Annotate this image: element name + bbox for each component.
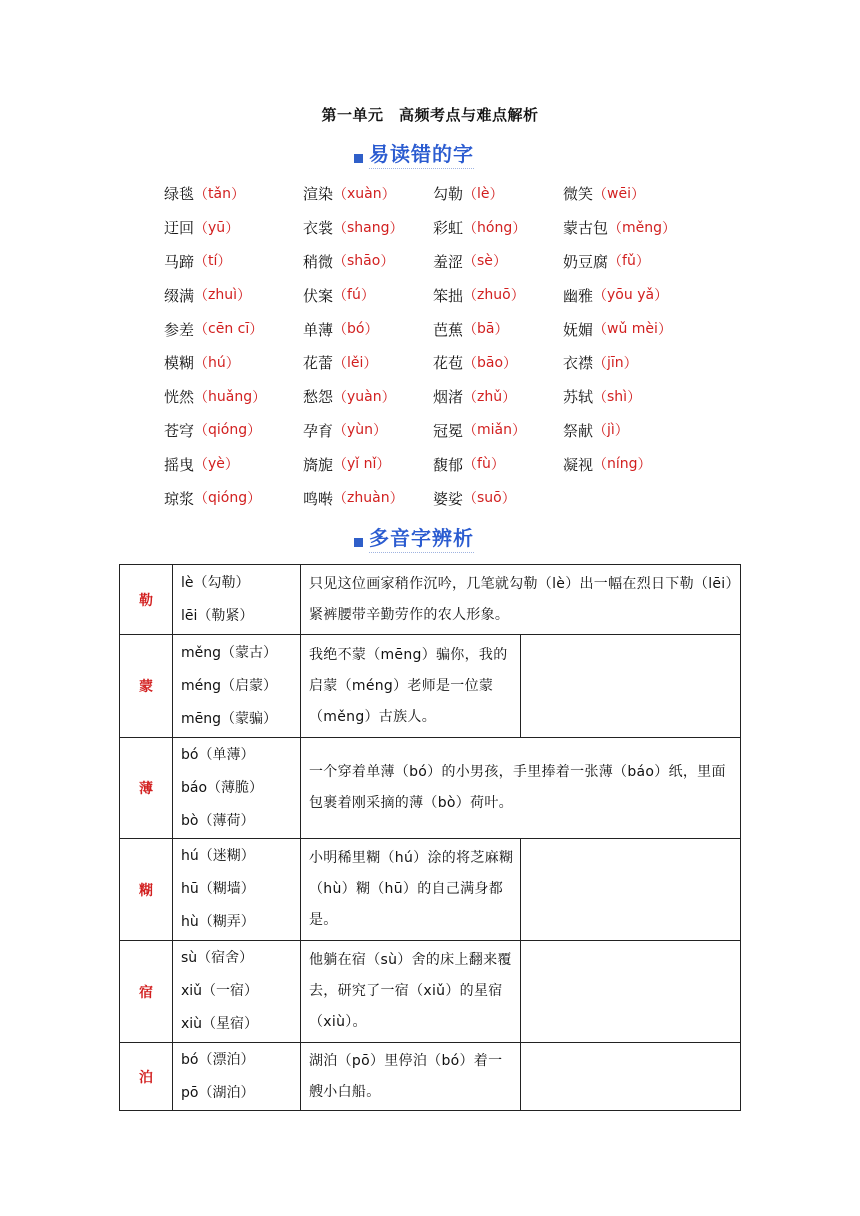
word-text: 渲染: [303, 185, 334, 204]
word-text: 馥郁: [433, 455, 464, 474]
paren-close: ）: [654, 288, 669, 305]
paren-close: ）: [490, 457, 505, 474]
word-pinyin: shang: [347, 219, 390, 236]
paren-close: ）: [363, 355, 378, 372]
word-text: 参差: [164, 320, 195, 339]
word-pinyin: sè: [477, 253, 493, 270]
paren-open: （: [463, 491, 478, 508]
paren-open: （: [333, 220, 348, 237]
word-row: [164, 211, 724, 245]
word-item: [433, 454, 563, 475]
example-sentence: 他躺在宿（sù）舍的床上翻来覆去，研究了一宿（xiǔ）的星宿（xiù）。: [301, 941, 521, 1043]
paren-open: （: [194, 220, 209, 237]
word-text: 微笑: [563, 185, 594, 204]
paren-close: ）: [364, 322, 379, 339]
empty-cell: [521, 941, 741, 1043]
example-sentence: 湖泊（pō）里停泊（bó）着一艘小白船。: [301, 1043, 521, 1111]
word-pinyin: yè: [208, 456, 225, 473]
polyphone-readings: [173, 565, 301, 635]
paren-open: （: [608, 220, 623, 237]
paren-close: ）: [630, 186, 645, 203]
paren-close: ）: [217, 254, 232, 271]
word-pinyin: cēn cī: [208, 321, 250, 338]
word-text: 花蕾: [303, 354, 334, 373]
polyphone-row: [120, 941, 741, 1043]
word-text: 苍穹: [164, 421, 195, 440]
word-pinyin: yōu yǎ: [607, 287, 655, 304]
word-text: 羞涩: [433, 252, 464, 271]
word-pinyin: hú: [208, 354, 226, 371]
word-pinyin: miǎn: [477, 422, 512, 439]
paren-open: （: [333, 423, 348, 440]
paren-close: ）: [389, 491, 404, 508]
word-item: [433, 420, 563, 441]
paren-close: ）: [373, 423, 388, 440]
example-sentence: 只见这位画家稍作沉吟，几笔就勾勒（lè）出一幅在烈日下勒（lēi）紧裤腰带辛勤劳作的农人形象。: [301, 565, 741, 635]
word-item: [303, 217, 433, 238]
polyphone-readings: [173, 635, 301, 738]
polyphone-row: [120, 738, 741, 839]
reading-line: xiǔ（一宿）: [181, 983, 259, 999]
polyphone-char: 薄: [120, 738, 173, 839]
word-item: [433, 488, 563, 509]
reading-line: mēng（蒙骗）: [181, 710, 278, 727]
empty-cell: [521, 1043, 741, 1111]
reading-line: sù（宿舍）: [181, 950, 254, 966]
word-item: [303, 488, 433, 509]
word-pinyin: qióng: [208, 490, 248, 507]
word-item: [433, 352, 563, 373]
paren-close: ）: [512, 220, 527, 237]
paren-close: ）: [230, 186, 245, 203]
paren-close: ）: [492, 254, 507, 271]
paren-open: （: [333, 288, 348, 305]
paren-close: ）: [237, 288, 251, 305]
example-sentence: 一个穿着单薄（bó）的小男孩，手里捧着一张薄（báo）纸，里面包裹着刚采摘的薄（bò）荷叶。: [301, 738, 741, 839]
example-sentence: 小明稀里糊（hú）涂的将芝麻糊（hù）糊（hū）的自己满身都是。: [301, 839, 521, 941]
word-pinyin: shì: [607, 388, 628, 405]
word-text: 芭蕉: [433, 320, 464, 339]
paren-open: （: [194, 254, 209, 271]
reading-line: hù（糊弄）: [181, 914, 255, 930]
paren-close: ）: [360, 288, 375, 305]
word-item: [164, 251, 303, 272]
paren-open: （: [608, 254, 623, 271]
polyphone-row: [120, 1043, 741, 1111]
word-item: [433, 217, 563, 238]
word-row: [164, 346, 724, 380]
word-item: [433, 251, 563, 272]
word-text: 愁怨: [303, 388, 334, 407]
word-row: [164, 312, 724, 346]
reading-line: bò（薄荷）: [181, 812, 255, 829]
word-text: 摇曳: [164, 455, 195, 474]
word-pinyin: qióng: [208, 422, 248, 439]
paren-open: （: [333, 355, 348, 372]
word-item: [563, 285, 724, 306]
word-pinyin: fǔ: [622, 253, 636, 270]
paren-close: ）: [657, 322, 672, 339]
word-pinyin: yùn: [347, 422, 374, 439]
paren-close: ）: [247, 423, 262, 440]
reading-line: bó（漂泊）: [181, 1051, 255, 1068]
word-text: 旖旎: [303, 455, 334, 474]
word-pinyin: bó: [347, 321, 365, 338]
word-item: [164, 217, 303, 238]
word-text: 烟渚: [433, 388, 464, 407]
empty-cell: [521, 635, 741, 738]
paren-close: ）: [381, 186, 396, 203]
word-text: 妩媚: [563, 320, 594, 339]
polyphone-char: 糊: [120, 839, 173, 941]
paren-open: （: [463, 389, 478, 406]
word-pinyin: zhuō: [477, 287, 511, 304]
paren-open: （: [593, 186, 608, 203]
word-text: 琼浆: [164, 489, 195, 508]
polyphone-row: [120, 839, 741, 941]
word-pinyin: níng: [607, 456, 638, 473]
word-item: [303, 251, 433, 272]
paren-open: （: [463, 457, 478, 474]
word-item: [563, 217, 724, 238]
word-pinyin: zhuì: [208, 287, 237, 304]
paren-close: ）: [225, 355, 240, 372]
paren-close: ）: [247, 491, 262, 508]
section-heading-polyphones: [354, 522, 474, 552]
word-item: [303, 454, 433, 475]
word-text: 凝视: [563, 455, 594, 474]
word-row: [164, 245, 724, 279]
paren-open: （: [194, 186, 209, 203]
word-item: [563, 319, 724, 340]
word-item: [303, 420, 433, 441]
word-item: [433, 319, 563, 340]
word-pinyin: lè: [477, 185, 490, 202]
section-heading-misread: [354, 138, 474, 168]
word-pinyin: fù: [477, 456, 491, 473]
word-text: 花苞: [433, 354, 464, 373]
word-text: 苏轼: [563, 388, 594, 407]
paren-open: （: [333, 457, 348, 474]
paren-close: ）: [389, 220, 404, 237]
word-text: 祭献: [563, 421, 594, 440]
word-text: 恍然: [164, 388, 195, 407]
paren-open: （: [333, 186, 348, 203]
paren-close: ）: [489, 186, 504, 203]
paren-open: （: [463, 254, 478, 271]
word-item: [433, 285, 563, 306]
word-text: 蒙古包: [563, 219, 609, 238]
word-row: [164, 278, 724, 312]
word-item: [164, 420, 303, 441]
word-pinyin: wēi: [607, 185, 631, 202]
misread-word-grid: [164, 177, 724, 515]
word-text: 迂回: [164, 219, 195, 238]
word-pinyin: suō: [477, 490, 502, 507]
word-row: [164, 380, 724, 414]
paren-close: ）: [637, 457, 652, 474]
word-item: [563, 183, 724, 204]
word-pinyin: zhuàn: [347, 490, 390, 507]
polyphone-readings: [173, 738, 301, 839]
word-item: [164, 386, 303, 407]
word-pinyin: zhǔ: [477, 388, 503, 405]
word-text: 伏案: [303, 286, 334, 305]
paren-open: （: [333, 322, 348, 339]
word-item: [164, 454, 303, 475]
word-item: [164, 488, 303, 509]
word-text: 孕育: [303, 421, 334, 440]
reading-line: xiù（星宿）: [181, 1016, 259, 1032]
word-text: 笨拙: [433, 286, 464, 305]
word-text: 奶豆腐: [563, 252, 609, 271]
word-text: 单薄: [303, 320, 334, 339]
word-pinyin: jīn: [607, 354, 624, 371]
word-pinyin: yǐ nǐ: [347, 456, 377, 473]
paren-close: ）: [376, 457, 391, 474]
paren-close: ）: [662, 220, 677, 237]
page-title: 第一单元 高频考点与难点解析: [321, 106, 539, 124]
polyphone-readings: [173, 941, 301, 1043]
word-item: [303, 386, 433, 407]
paren-close: ）: [503, 355, 518, 372]
paren-open: （: [333, 491, 348, 508]
paren-close: ）: [502, 389, 517, 406]
paren-open: （: [194, 322, 209, 339]
reading-line: lè（勾勒）: [181, 574, 250, 591]
word-pinyin: xuàn: [347, 185, 382, 202]
reading-line: hú（迷糊）: [181, 848, 255, 864]
word-item: [433, 386, 563, 407]
reading-line: lēi（勒紧）: [181, 607, 254, 624]
word-pinyin: tǎn: [208, 185, 231, 202]
paren-open: （: [333, 389, 348, 406]
paren-open: （: [593, 389, 608, 406]
paren-open: （: [593, 457, 608, 474]
word-item: [164, 319, 303, 340]
paren-close: ）: [380, 254, 395, 271]
word-pinyin: bā: [477, 321, 495, 338]
paren-close: ）: [510, 288, 525, 305]
word-pinyin: bāo: [477, 354, 504, 371]
paren-open: （: [194, 423, 209, 440]
word-text: 鸣啭: [303, 489, 334, 508]
word-item: [563, 352, 724, 373]
word-item: [164, 285, 303, 306]
square-bullet-icon: [354, 538, 363, 547]
word-pinyin: jì: [607, 422, 615, 439]
section-heading-text: 多音字辨析: [369, 522, 474, 553]
word-text: 模糊: [164, 354, 195, 373]
word-text: 幽雅: [563, 286, 594, 305]
polyphone-row: [120, 565, 741, 635]
paren-close: ）: [627, 389, 642, 406]
word-pinyin: hóng: [477, 219, 513, 236]
empty-cell: [521, 839, 741, 941]
word-text: 婆娑: [433, 489, 464, 508]
polyphone-readings: [173, 1043, 301, 1111]
paren-close: ）: [494, 322, 509, 339]
word-text: 稍微: [303, 252, 334, 271]
paren-open: （: [194, 491, 209, 508]
paren-open: （: [194, 389, 209, 406]
paren-open: （: [593, 288, 608, 305]
paren-open: （: [463, 355, 478, 372]
paren-close: ）: [501, 491, 516, 508]
polyphone-table: [119, 564, 741, 1111]
reading-line: hū（糊墙）: [181, 881, 255, 897]
word-pinyin: huǎng: [208, 388, 253, 405]
word-text: 缀满: [164, 286, 195, 305]
word-item: [303, 319, 433, 340]
word-item: [164, 183, 303, 204]
word-item: [303, 183, 433, 204]
word-row: [164, 481, 724, 515]
word-item: [563, 454, 724, 475]
word-text: 衣裳: [303, 219, 334, 238]
section-heading-text: 易读错的字: [369, 138, 474, 169]
word-pinyin: fú: [347, 287, 361, 304]
paren-close: ）: [512, 423, 526, 440]
word-item: [303, 285, 433, 306]
polyphone-row: [120, 635, 741, 738]
polyphone-char: 泊: [120, 1043, 173, 1111]
word-text: 绿毯: [164, 185, 195, 204]
word-row: [164, 447, 724, 481]
word-item: [164, 352, 303, 373]
paren-open: （: [463, 220, 478, 237]
paren-open: （: [463, 288, 478, 305]
paren-close: ）: [252, 389, 267, 406]
paren-close: ）: [224, 457, 239, 474]
polyphone-readings: [173, 839, 301, 941]
word-item: [563, 251, 724, 272]
paren-open: （: [593, 355, 608, 372]
word-row: [164, 177, 724, 211]
word-item: [303, 352, 433, 373]
paren-open: （: [194, 457, 209, 474]
reading-line: bó（单薄）: [181, 746, 255, 763]
word-text: 冠冕: [433, 421, 464, 440]
paren-open: （: [463, 322, 478, 339]
paren-close: ）: [225, 220, 240, 237]
word-pinyin: yū: [208, 219, 226, 236]
polyphone-char: 蒙: [120, 635, 173, 738]
square-bullet-icon: [354, 154, 363, 163]
paren-close: ）: [614, 423, 629, 440]
word-item: [563, 386, 724, 407]
reading-line: méng（启蒙）: [181, 677, 278, 694]
paren-open: （: [593, 423, 608, 440]
word-item: [563, 420, 724, 441]
paren-open: （: [194, 288, 209, 305]
word-item: [433, 183, 563, 204]
paren-open: （: [463, 186, 478, 203]
word-pinyin: wǔ mèi: [607, 321, 658, 338]
word-pinyin: měng: [622, 219, 663, 236]
paren-close: ）: [381, 389, 396, 406]
paren-open: （: [194, 355, 209, 372]
word-text: 马蹄: [164, 252, 195, 271]
example-sentence: 我绝不蒙（mēng）骗你，我的启蒙（méng）老师是一位蒙（měng）古族人。: [301, 635, 521, 738]
word-text: 勾勒: [433, 185, 464, 204]
paren-open: （: [463, 423, 478, 440]
reading-line: měng（蒙古）: [181, 644, 278, 661]
word-pinyin: yuàn: [347, 388, 382, 405]
polyphone-char: 勒: [120, 565, 173, 635]
paren-close: ）: [249, 322, 264, 339]
reading-line: báo（薄脆）: [181, 779, 264, 796]
word-pinyin: tí: [208, 253, 218, 270]
paren-close: ）: [623, 355, 638, 372]
paren-open: （: [333, 254, 348, 271]
word-pinyin: lěi: [347, 354, 364, 371]
paren-close: ）: [635, 254, 650, 271]
reading-line: pō（湖泊）: [181, 1084, 255, 1101]
word-row: [164, 414, 724, 448]
word-pinyin: shāo: [347, 253, 381, 270]
polyphone-char: 宿: [120, 941, 173, 1043]
word-text: 彩虹: [433, 219, 464, 238]
word-text: 衣襟: [563, 354, 594, 373]
paren-open: （: [593, 322, 608, 339]
